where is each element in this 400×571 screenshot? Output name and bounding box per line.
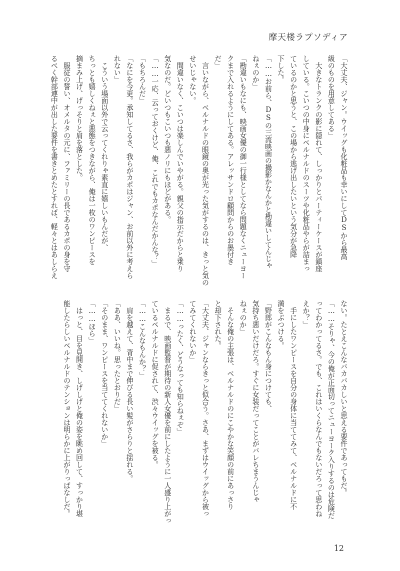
text-column: てみてくれないか」: [188, 300, 197, 363]
text-column: 大きなトランクの影に隠れて、しっかりとパーティーケースが鎮座: [314, 55, 323, 272]
text-column: 「……こんなもんか？」: [138, 300, 147, 379]
text-column: ねぇのか」: [239, 300, 248, 335]
text-column: 「……そりゃ、今の俺が正面切ってニューヨーク入りするのは危険だ: [327, 300, 336, 519]
text-column: 服従の誓い、オメルタの元に、ファミリーの長であるカポの身を守: [62, 55, 71, 272]
upper-text-block: [48, 55, 350, 291]
text-column: せいじゃない。: [188, 55, 197, 104]
text-column: そんな俺の主張は、ベルナルドのにこやかな笑顔の前にあっさり: [226, 300, 235, 510]
text-column: だ」: [214, 55, 223, 69]
page-number: 12: [333, 544, 344, 553]
text-column: ねぇのか」: [251, 55, 260, 90]
text-column: ってわかってるさ。でも、これはいくらなんでもないだろって思わね: [314, 300, 323, 517]
text-column: している。こいつの中身にベルナルドのスーツや化粧品やらが詰まっ: [302, 55, 311, 272]
text-column: クまで入れるようにしてある。アレッサンドロ顧問からのお墨付き: [226, 55, 235, 265]
text-column: ているのかと思うと、この場から逃げ出したいという気分が急降: [289, 55, 298, 258]
text-column: と却下された。: [214, 300, 223, 349]
text-column: 気持ち悪いだけだろ。すぐに女装だってことがバレちまうんじゃ: [251, 300, 260, 503]
text-column: 「大丈夫、ジャンならきっと似合う。さあ、まずはウイッグから被っ: [201, 300, 210, 517]
text-column: ているベルナルドに促されて、渋々ウイッグを被る。: [151, 300, 160, 468]
running-header-title: 摩天楼ラプソディア: [268, 33, 348, 43]
text-column: 「なにを今更。承知してるさ、我らがカポはジャン、お前以外に考えら: [125, 55, 134, 279]
text-column: 「……お前ら、DSの三流映画の撮影かなんかと勘違いしてんじゃ: [264, 55, 273, 269]
text-column: 「野郎がこんなもん身につけても、: [264, 300, 273, 412]
text-column: 能したらしいベルナルドのテンションは明らかに上がりっぱなしだ。: [62, 300, 71, 517]
text-column: るべく幹部連中が出した要件を書きとめたとすれば、軽々とはあしらえ: [50, 55, 59, 279]
text-column: 満をぶつける。: [277, 300, 286, 349]
text-column: 気なのだ。どいつもこいつも悪ノリにもほどがある。: [163, 55, 172, 223]
text-column: ない。たとえこんなバカバカしいと思える要件であってもだ。: [340, 300, 348, 496]
text-column: 「……一応、云っておくけど、俺、これでもカポなんだかんな？」: [151, 55, 160, 267]
text-column: 「もちろんだ」: [138, 55, 147, 104]
text-column: 「大丈夫、ジャン。ウイッグも化粧品も幸いにしてDSから最高: [340, 55, 348, 260]
text-column: 肩を越えて、背中まで伸びる長い髪がさらりと揺れる。: [125, 300, 134, 482]
text-column: 間違いなく、こいつは楽しんでいやがる。親父の指示だからと乗り: [176, 55, 185, 272]
lower-text-block: [60, 300, 350, 536]
text-column: 言いながら、ベルナルドの眼鏡の奥が光った気がするのは、きっと気の: [201, 55, 210, 286]
text-column: まるで、映画監督が期待の新人女優を前にしたように一人盛り上がっ: [163, 300, 172, 524]
text-column: 「ああ、いいね。思ったとおりだ」: [113, 300, 122, 412]
text-column: 「勘違いもなにも、映画女優の御一行様としてなら問題なくニューヨー: [239, 55, 248, 279]
text-column: 「……ほら」: [88, 300, 97, 344]
text-column: 「……ったく、どうなっても知らねぇぞ」: [176, 300, 185, 435]
text-column: 「そのまま、ワンピースを当ててくれないか」: [100, 300, 109, 447]
text-column: こういう場面以外で云ってくれりゃ素直に嬉しいもんだが、: [100, 55, 109, 251]
text-column: 摘まみ上げ、げっそりと肩を落とした。: [75, 55, 84, 181]
text-column: はっと、目を見開き、しげしげと俺の姿を眺め回して、すっかり堪: [75, 300, 84, 517]
text-column: ちっとも嬉しくねぇと悪態をつきながら、俺は一枚のワンピースを: [88, 55, 97, 265]
text-column: えか？」: [302, 300, 311, 328]
text-column: 手にしたワンピースを自分の身体に当ててみて、ベルナルドに不: [289, 300, 298, 510]
text-column: 級のものを用意してある」: [327, 55, 336, 139]
text-column: れない」: [113, 55, 122, 83]
text-column: 下した。: [277, 55, 286, 83]
